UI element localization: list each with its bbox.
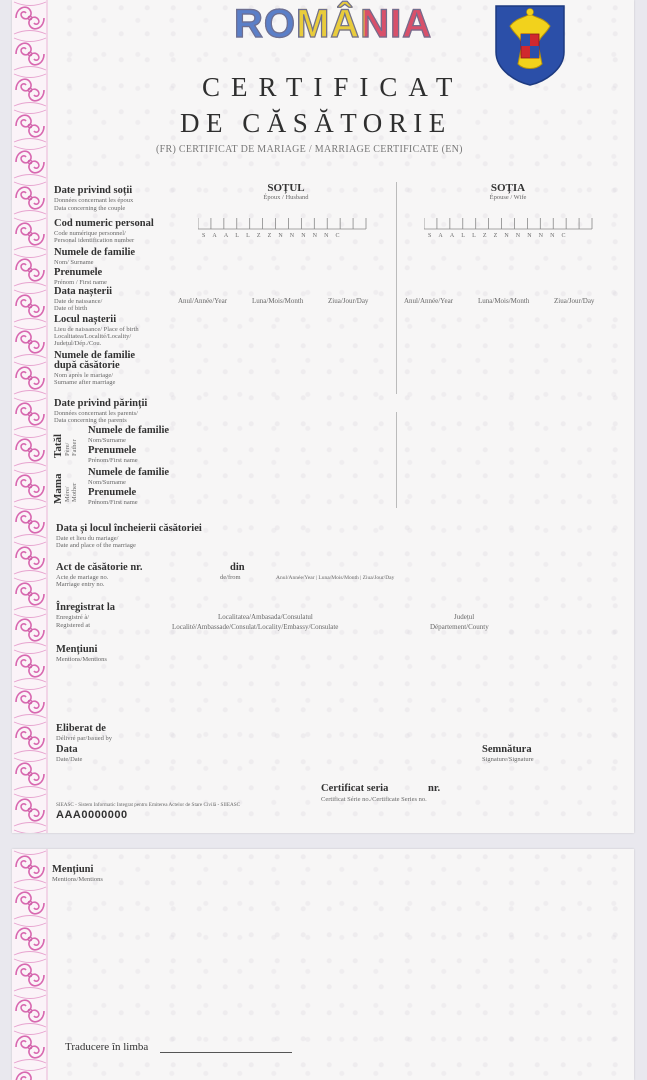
issued-by-label: Eliberat de [56, 723, 106, 734]
dob-fr: Date de naissance/ [54, 298, 103, 305]
husband-cnp-letters: SAALLZZNNNNNC [202, 233, 347, 239]
pob-label: Locul nașterii [54, 314, 117, 325]
wife-cnp-boxes [424, 214, 594, 230]
mother-firstname-label: Prenumele [88, 487, 137, 498]
spouses-section-title: Date privind soții [54, 185, 133, 196]
back-mentions-sub: Mentions/Mentions [52, 876, 103, 883]
certificate-series-sub: Certificat Série no./Certificate Series no. [321, 796, 427, 803]
country-name: ROMÂNIA [234, 2, 433, 46]
mother-en: Mother [71, 482, 78, 502]
pob-sub3: Județul/Dép./Cou. [54, 340, 102, 347]
certificate-page-front [12, 0, 634, 833]
dob-en: Date of birth [54, 305, 88, 312]
mother-surname-sub: Nom/Surname [88, 479, 126, 486]
dob-label: Data nașterii [54, 286, 113, 297]
registered-en: Registered at [56, 622, 91, 629]
registered-county: Județul [454, 613, 475, 621]
parents-section-en: Data concerning the parents [54, 417, 127, 424]
pob-sub2: Localitatea/Localité/Locality/ [54, 333, 132, 340]
system-footnote: SIEASC - Sistem Informatic Integrat pentru Emiterea Actelor de Stare Civilă - SIIEASC [56, 802, 241, 808]
parents-section-fr: Données concernant les parents/ [54, 410, 138, 417]
spouses-section-fr: Données concernant les époux [54, 197, 134, 204]
surname-label: Numele de familie [54, 247, 136, 258]
wife-dob-month: Luna/Mois/Month [478, 297, 530, 305]
father-firstname-label: Prenumele [88, 445, 137, 456]
cnp-label-en: Personal identification number [54, 237, 135, 244]
husband-cnp-boxes [198, 214, 368, 230]
mother-firstname-sub: Prénom/First name [88, 499, 138, 506]
wife-dob-day: Ziua/Jour/Day [554, 297, 595, 305]
parents-section-title: Date privind părinții [54, 398, 148, 409]
column-divider-top [396, 182, 397, 394]
pob-sub1: Lieu de naissance/ Place of birth [54, 326, 139, 333]
registered-locality-sub: Localité/Ambassade/Consulat/Locality/Embassy/Consulate [172, 623, 339, 631]
wife-subtitle: Épouse / Wife [489, 194, 527, 201]
wife-title: SOȚIA [490, 182, 526, 194]
issue-date-label: Data [56, 744, 78, 755]
husband-subtitle: Époux / Husband [263, 194, 309, 201]
act-number-en: Marriage entry no. [56, 581, 105, 588]
act-number-fr: Acte de mariage no. [56, 574, 109, 581]
translation-language-line[interactable] [160, 1052, 292, 1053]
issue-date-sub: Date/Date [56, 756, 83, 763]
mentions-label: Mențiuni [56, 644, 98, 655]
signature-label: Semnătura [482, 744, 532, 755]
father-surname-sub: Nom/Surname [88, 437, 126, 444]
father-surname-label: Numele de familie [88, 425, 170, 436]
act-number-label: Act de căsătorie nr. [56, 562, 143, 573]
father-label: Tatăl [52, 433, 64, 458]
wife-cnp-letters: SAALLZZNNNNNC [428, 233, 573, 239]
father-firstname-sub: Prénom/First name [88, 457, 138, 464]
spouses-section-en: Data concerning the couple [54, 205, 126, 212]
translation-label [65, 1041, 148, 1053]
certificate-series-label: Certificat seria [321, 783, 389, 794]
registered-locality: Localitatea/Ambasada/Consulatul [218, 613, 313, 621]
certificate-title: CERTIFICAT [202, 72, 464, 102]
wife-column-header [478, 182, 538, 201]
husband-column-header [256, 182, 316, 201]
certificate-page-back [12, 849, 634, 1080]
husband-title: SOȚUL [267, 182, 305, 194]
coat-of-arms-icon [494, 4, 566, 86]
decorative-border-back [12, 849, 48, 1080]
wife-dob-year: Anul/Année/Year [404, 297, 454, 305]
signature-sub: Signature/Signature [482, 756, 534, 763]
father-en: Father [71, 439, 78, 456]
after-marriage-fr: Nom après le mariage/ [54, 372, 114, 379]
certificate-nr-label: nr. [428, 783, 441, 794]
husband-dob-day: Ziua/Jour/Day [328, 297, 369, 305]
surname-sub: Nom/ Surname [54, 259, 94, 266]
back-mentions-label: Mențiuni [52, 864, 94, 875]
act-from-sub: de/from [220, 574, 241, 581]
cnp-label: Cod numeric personal [54, 218, 154, 229]
after-marriage-label-2: după căsătorie [54, 360, 120, 371]
issued-by-sub: Délivré par/Issued by [56, 735, 112, 742]
marriage-date-place-en: Date and place of the marriage [56, 542, 136, 549]
mentions-sub: Mentions/Mentions [56, 656, 107, 663]
act-date-format: Anul/Année/Year | Luna/Mois/Month | Ziua/Jour/Day [276, 575, 395, 581]
country-header [234, 2, 432, 47]
husband-dob-year: Anul/Année/Year [178, 297, 228, 305]
certificate-subtitle: (FR) CERTIFICAT DE MARIAGE / MARRIAGE CERTIFICATE (EN) [156, 144, 463, 155]
registered-label: Înregistrat la [56, 602, 116, 613]
firstname-label: Prenumele [54, 267, 103, 278]
registered-fr: Enregistré à/ [56, 614, 90, 621]
after-marriage-label-1: Numele de familie [54, 350, 136, 361]
father-fr: Père/ [64, 442, 71, 456]
mother-label: Mama [52, 473, 64, 504]
mother-surname-label: Numele de familie [88, 467, 170, 478]
after-marriage-en: Surname after marriage [54, 379, 116, 386]
serial-number: AAA0000000 [56, 809, 128, 821]
firstname-sub: Prénom / First name [54, 279, 107, 286]
marriage-date-place-fr: Date et lieu du mariage/ [56, 535, 119, 542]
registered-county-sub: Département/County [430, 623, 489, 631]
husband-dob-month: Luna/Mois/Month [252, 297, 304, 305]
mother-fr: Mère/ [64, 486, 71, 502]
decorative-border [12, 0, 48, 833]
act-from-label: din [230, 562, 245, 573]
cnp-label-fr: Code numérique personnel/ [54, 230, 126, 237]
certificate-title-line2: DE CĂSĂTORIE [180, 108, 452, 138]
marriage-date-place-label: Data și locul încheierii căsătoriei [56, 523, 202, 534]
column-divider-bottom [396, 412, 397, 508]
translation-label-text: Traducere în limba [65, 1041, 149, 1053]
